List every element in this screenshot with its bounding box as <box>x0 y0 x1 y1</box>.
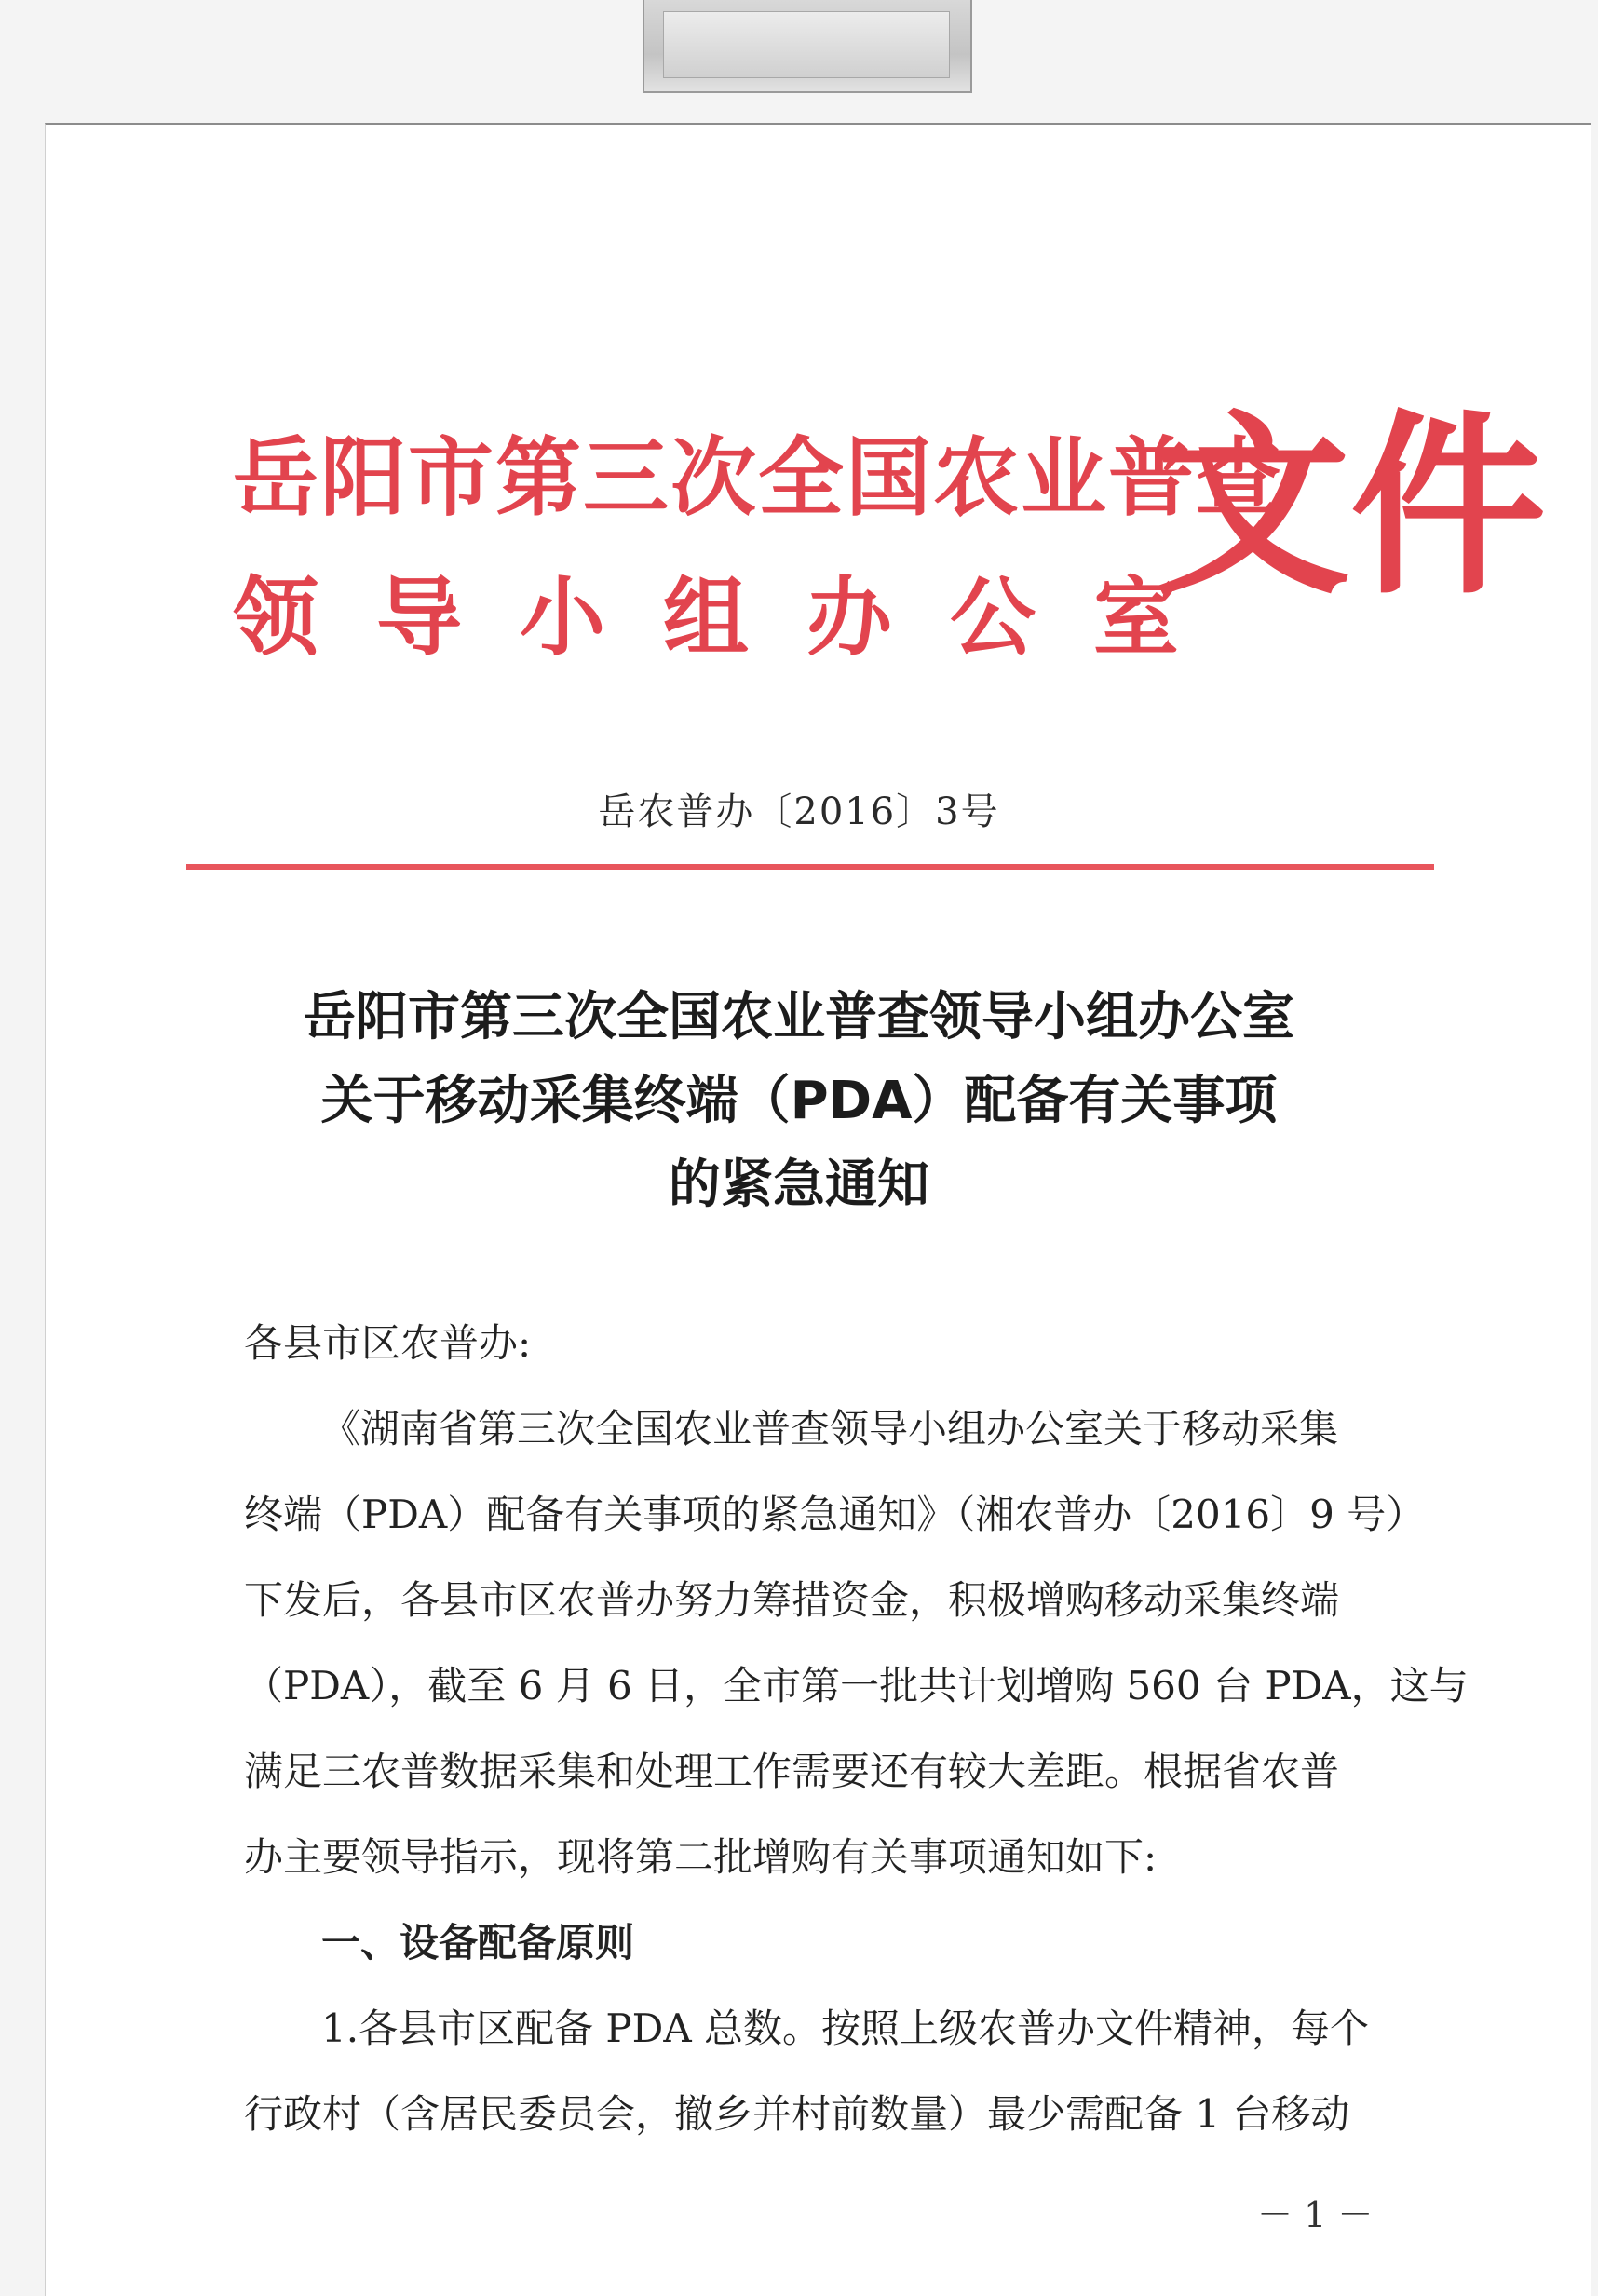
section-heading: 一、设备配备原则 <box>321 1920 635 1965</box>
body-line: 《湖南省第三次全国农业普查领导小组办公室关于移动采集 <box>321 1406 1339 1452</box>
salutation: 各县市区农普办: <box>244 1320 532 1366</box>
page-number: － 1 － <box>1257 2195 1374 2235</box>
red-divider <box>186 864 1434 870</box>
title-line-3: 的紧急通知 <box>669 1155 929 1215</box>
title-line-1: 岳阳市第三次全国农业普查领导小组办公室 <box>304 987 1294 1047</box>
document-number: 岳农普办〔2016〕3号 <box>598 790 1000 833</box>
title-line-2: 关于移动采集终端（PDA）配备有关事项 <box>320 1071 1278 1131</box>
body-line: 满足三农普数据采集和处理工作需要还有较大差距。根据省农普 <box>244 1749 1340 1794</box>
body-line: 行政村（含居民委员会，撤乡并村前数量）最少需配备 1 台移动 <box>244 2091 1350 2137</box>
masthead-issuer-line1: 岳阳市第三次全国农业普查 <box>233 428 1284 528</box>
body-line: 终端（PDA）配备有关事项的紧急通知》（湘农普办〔2016〕9 号） <box>244 1492 1426 1537</box>
binder-clip-inner <box>663 11 950 78</box>
body-line: 下发后，各县市区农普办努力筹措资金，积极增购移动采集终端 <box>244 1577 1340 1623</box>
masthead-issuer-line2: 领导小组办公室 <box>233 568 1238 668</box>
body-line: 办主要领导指示，现将第二批增购有关事项通知如下: <box>244 1834 1158 1880</box>
body-line: 1.各县市区配备 PDA 总数。按照上级农普办文件精神，每个 <box>321 2006 1370 2051</box>
masthead-document-label: 文件 <box>1155 393 1547 621</box>
body-line: （PDA），截至 6 月 6 日，全市第一批共计划增购 560 台 PDA，这与 <box>244 1663 1469 1708</box>
